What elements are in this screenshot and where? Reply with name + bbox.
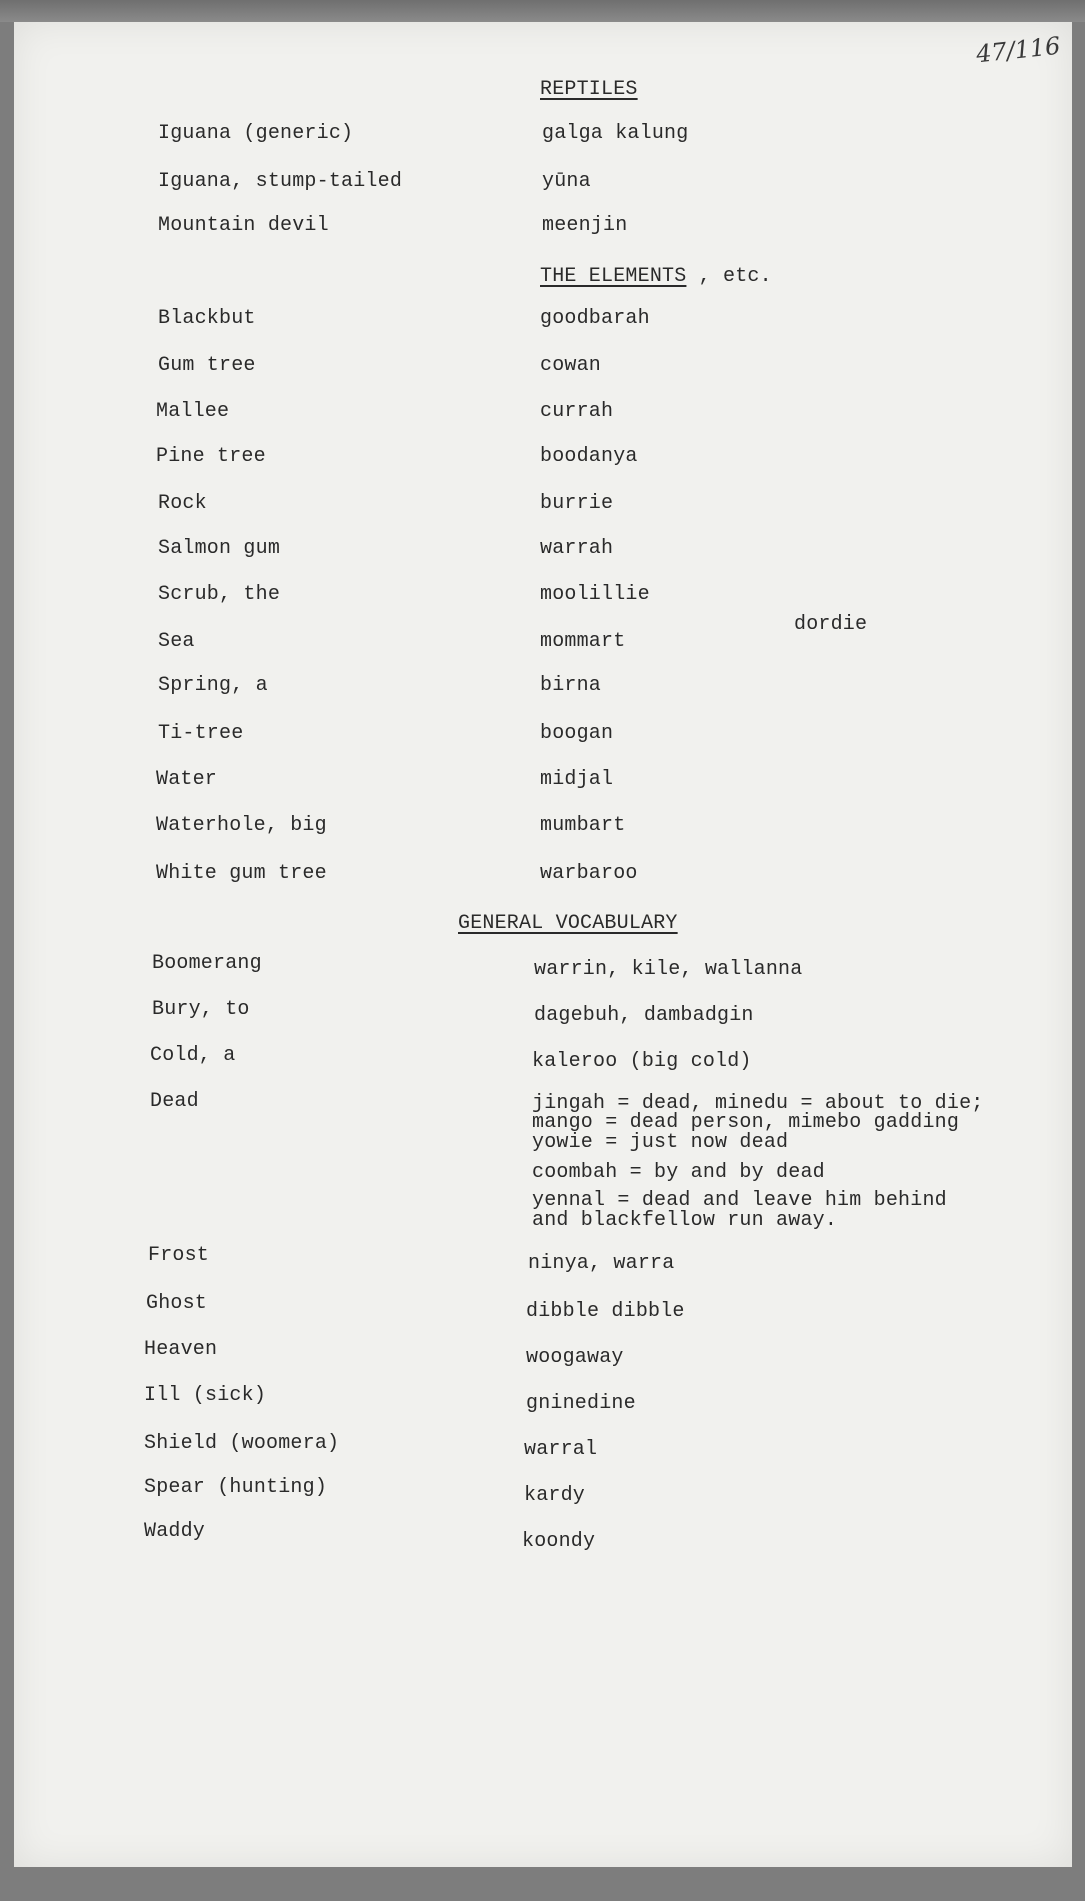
vocab-english: Ill (sick) [144,1384,267,1407]
reptile-english: Mountain devil [158,214,329,237]
vocab-aboriginal: kardy [524,1484,586,1507]
element-english: Water [156,768,218,791]
element-aboriginal: moolillie [540,583,650,606]
element-aboriginal: boodanya [540,445,638,468]
document-page [14,22,1072,1867]
vocab-english: Boomerang [152,952,262,975]
element-english: Blackbut [158,307,256,330]
element-aboriginal: mumbart [540,814,626,837]
element-english: Rock [158,492,207,515]
element-aboriginal: mommart [540,630,626,653]
dead-definition-line: and blackfellow run away. [532,1209,838,1232]
page-number: 47/116 [974,31,1062,69]
element-english: Scrub, the [158,583,281,606]
heading-elements-suffix: , etc. [698,265,772,288]
reptile-english: Iguana (generic) [158,122,354,145]
heading-general-vocabulary: GENERAL VOCABULARY [458,912,678,935]
vocab-english: Frost [148,1244,210,1267]
vocab-aboriginal: dagebuh, dambadgin [534,1004,754,1027]
element-english: Mallee [156,400,230,423]
element-english: Ti-tree [158,722,244,745]
reptile-aboriginal: yūna [542,170,591,193]
vocab-aboriginal: warral [524,1438,598,1461]
element-english: Waterhole, big [156,814,327,837]
dead-definition-line: jingah = dead, minedu = about to die; [532,1092,984,1115]
element-aboriginal: warrah [540,537,614,560]
vocab-aboriginal: ninya, warra [528,1252,675,1275]
element-aboriginal: boogan [540,722,614,745]
element-english: Gum tree [158,354,256,377]
element-aboriginal: birna [540,674,602,697]
element-english: White gum tree [156,862,327,885]
dead-definition-line: mango = dead person, mimebo gadding [532,1111,960,1134]
heading-reptiles: REPTILES [540,78,638,101]
vocab-english: Spear (hunting) [144,1476,328,1499]
element-aboriginal: cowan [540,354,602,377]
reptile-aboriginal: galga kalung [542,122,689,145]
vocab-english: Shield (woomera) [144,1432,340,1455]
vocab-aboriginal: koondy [522,1530,596,1553]
vocab-english: Waddy [144,1520,206,1543]
element-aboriginal: currah [540,400,614,423]
element-english: Salmon gum [158,537,281,560]
sea-alternate: dordie [794,613,868,636]
reptile-english: Iguana, stump-tailed [158,170,403,193]
scan-border [0,0,1085,22]
element-aboriginal: midjal [540,768,614,791]
vocab-aboriginal: woogaway [526,1346,624,1369]
heading-elements: THE ELEMENTS [540,265,687,288]
dead-definition-line: yennal = dead and leave him behind [532,1189,947,1212]
dead-definition-line: yowie = just now dead [532,1131,789,1154]
vocab-english: Heaven [144,1338,218,1361]
vocab-english: Bury, to [152,998,250,1021]
vocab-english: Dead [150,1090,199,1113]
vocab-english: Cold, a [150,1044,236,1067]
element-aboriginal: goodbarah [540,307,650,330]
element-aboriginal: warbaroo [540,862,638,885]
vocab-aboriginal: kaleroo (big cold) [532,1050,752,1073]
element-english: Sea [158,630,195,653]
element-english: Pine tree [156,445,266,468]
dead-definition-line: coombah = by and by dead [532,1161,825,1184]
vocab-aboriginal: gninedine [526,1392,636,1415]
vocab-aboriginal: warrin, kile, wallanna [534,958,803,981]
reptile-aboriginal: meenjin [542,214,628,237]
vocab-aboriginal: dibble dibble [526,1300,685,1323]
vocab-english: Ghost [146,1292,208,1315]
element-english: Spring, a [158,674,268,697]
element-aboriginal: burrie [540,492,614,515]
